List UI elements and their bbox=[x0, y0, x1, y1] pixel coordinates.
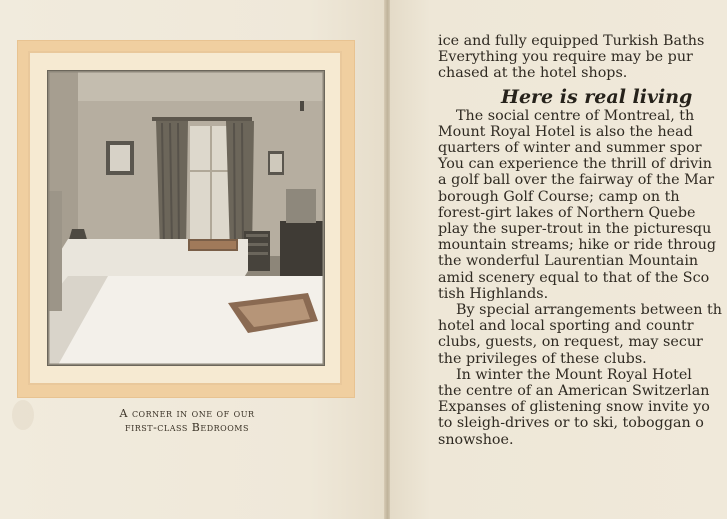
text-line: hotel and local sporting and countr bbox=[438, 318, 694, 335]
text-line: Everything you require may be pur bbox=[438, 49, 693, 66]
paper-stain bbox=[12, 400, 34, 430]
text-line: the privileges of these clubs. bbox=[438, 350, 647, 367]
text-line: By special arrangements between th bbox=[456, 302, 722, 319]
photo-frame bbox=[17, 40, 355, 398]
text-line: the wonderful Laurentian Mountain bbox=[438, 253, 699, 270]
body-text bbox=[438, 33, 727, 448]
bedroom-illustration bbox=[48, 71, 324, 365]
text-line: the centre of an American Switzerlan bbox=[438, 383, 710, 400]
caption-line-1: A corner in one of our bbox=[119, 407, 255, 420]
text-line: play the super-trout in the picturesqu bbox=[438, 221, 712, 238]
text-line: mountain streams; hike or ride throug bbox=[438, 237, 717, 254]
text-line: borough Golf Course; camp on th bbox=[438, 188, 680, 205]
text-line: clubs, guests, on request, may secur bbox=[438, 334, 703, 351]
text-line: forest-girt lakes of Northern Quebe bbox=[438, 204, 696, 221]
section-heading: Here is real living bbox=[501, 85, 693, 108]
text-line: a golf ball over the fairway of the Mar bbox=[438, 172, 715, 189]
text-line: snowshoe. bbox=[438, 431, 514, 448]
caption-line-2: first-class Bedrooms bbox=[125, 421, 249, 434]
text-line: In winter the Mount Royal Hotel bbox=[456, 366, 692, 383]
photo-mat bbox=[28, 51, 342, 385]
text-line: The social centre of Montreal, th bbox=[456, 107, 695, 124]
text-line: Expanses of glistening snow invite yo bbox=[438, 399, 710, 416]
text-line: quarters of winter and summer spor bbox=[438, 140, 702, 157]
photo-caption bbox=[56, 407, 318, 435]
text-line: to sleigh-drives or to ski, toboggan o bbox=[438, 415, 704, 432]
text-line: You can experience the thrill of drivin bbox=[438, 156, 712, 173]
text-line: chased at the hotel shops. bbox=[438, 65, 628, 82]
text-line: Mount Royal Hotel is also the head bbox=[438, 123, 693, 140]
text-line: ice and fully equipped Turkish Baths bbox=[438, 33, 705, 49]
text-line: amid scenery equal to that of the Sco bbox=[438, 269, 710, 286]
bedroom-photo bbox=[48, 71, 324, 365]
text-line: tish Highlands. bbox=[438, 285, 549, 302]
